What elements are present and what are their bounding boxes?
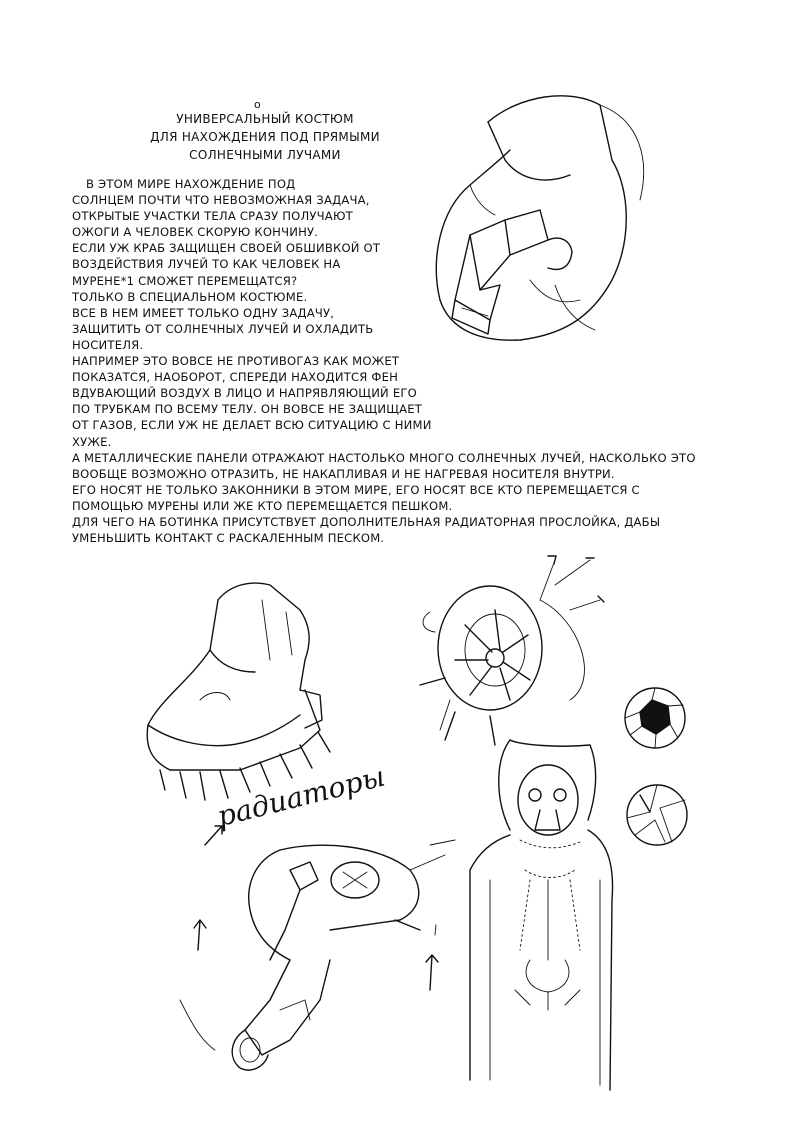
text-line: А МЕТАЛЛИЧЕСКИЕ ПАНЕЛИ ОТРАЖАЮТ НАСТОЛЬКО МНОГО СОЛНЕЧНЫХ ЛУЧЕЙ, НАСКОЛЬКО ЭТО: [72, 450, 696, 465]
aperture-open-icon: [627, 785, 687, 845]
text-line: ДЛЯ ЧЕГО НА БОТИНКА ПРИСУТСТВУЕТ ДОПОЛНИТЕЛЬНАЯ РАДИАТОРНАЯ ПРОСЛОЙКА, ДАБЫ: [72, 514, 661, 529]
title-accent-mark: o: [254, 98, 261, 111]
text-line: ПОКАЗАТСЯ, НАОБОРОТ, СПЕРЕДИ НАХОДИТСЯ ФЕН: [72, 370, 399, 385]
text-line: ОТКРЫТЫЕ УЧАСТКИ ТЕЛА СРАЗУ ПОЛУЧАЮТ: [72, 209, 353, 224]
text-line: МУРЕНЕ*1 СМОЖЕТ ПЕРЕМЕЩАТСЯ?: [72, 273, 298, 288]
radiators-label: радиаторы: [214, 759, 389, 833]
text-line: НОСИТЕЛЯ.: [72, 337, 144, 352]
text-line: ПОМОЩЬЮ МУРЕНЫ ИЛИ ЖЕ КТО ПЕРЕМЕЩАЕТСЯ ПЕШКОМ.: [72, 498, 453, 513]
aperture-closed-icon: [625, 688, 685, 748]
text-line: ХУЖЕ.: [72, 434, 112, 449]
text-line: ТОЛЬКО В СПЕЦИАЛЬНОМ КОСТЮМЕ.: [72, 289, 308, 304]
helmet-sketch-top: [436, 96, 643, 340]
title-line-3: СОЛНЕЧНЫМИ ЛУЧАМИ: [189, 148, 341, 162]
text-line: ВООБЩЕ ВОЗМОЖНО ОТРАЗИТЬ, НЕ НАКАПЛИВАЯ И НЕ НАГРЕВАЯ НОСИТЕЛЯ ВНУТРИ.: [72, 466, 615, 481]
text-line: ЗАЩИТИТЬ ОТ СОЛНЕЧНЫХ ЛУЧЕЙ И ОХЛАДИТЬ: [72, 321, 374, 336]
text-line: СОЛНЦЕМ ПОЧТИ ЧТО НЕВОЗМОЖНАЯ ЗАДАЧА,: [72, 193, 370, 208]
text-line: ОЖОГИ А ЧЕЛОВЕК СКОРУЮ КОНЧИНУ.: [72, 225, 319, 240]
text-line: В ЭТОМ МИРЕ НАХОЖДЕНИЕ ПОД: [86, 177, 296, 191]
suit-figure-sketch: [470, 740, 613, 1090]
text-line: ВДУВАЮЩИЙ ВОЗДУХ В ЛИЦО И НАПРЯВЛЯЮЩИЙ ЕГО: [72, 386, 417, 401]
fan-sketch: [420, 556, 604, 745]
text-line: ВСЕ В НЕМ ИМЕЕТ ТОЛЬКО ОДНУ ЗАДАЧУ,: [72, 305, 335, 320]
text-line: ПО ТРУБКАМ ПО ВСЕМУ ТЕЛУ. ОН ВОВСЕ НЕ ЗАЩИЩАЕТ: [72, 402, 423, 417]
text-line: ЕСЛИ УЖ КРАБ ЗАЩИЩЕН СВОЕЙ ОБШИВКОЙ ОТ: [72, 241, 381, 256]
text-line: НАПРИМЕР ЭТО ВОВСЕ НЕ ПРОТИВОГАЗ КАК МОЖЕТ: [72, 354, 400, 369]
text-line: ЕГО НОСЯТ НЕ ТОЛЬКО ЗАКОННИКИ В ЭТОМ МИРЕ, ЕГО НОСЯТ ВСЕ КТО ПЕРЕМЕЩАЕТСЯ С: [72, 482, 640, 497]
helmet-sketch-bottom: [180, 840, 455, 1070]
text-line: ОТ ГАЗОВ, ЕСЛИ УЖ НЕ ДЕЛАЕТ ВСЮ СИТУАЦИЮ С НИМИ: [72, 418, 432, 433]
title-line-1: УНИВЕРСАЛЬНЫЙ КОСТЮМ: [176, 112, 354, 126]
text-line: ВОЗДЕЙСТВИЯ ЛУЧЕЙ ТО КАК ЧЕЛОВЕК НА: [72, 257, 341, 272]
text-line: УМЕНЬШИТЬ КОНТАКТ С РАСКАЛЕННЫМ ПЕСКОМ.: [72, 531, 385, 546]
title-line-2: ДЛЯ НАХОЖДЕНИЯ ПОД ПРЯМЫМИ: [150, 130, 380, 144]
boot-sketch: [147, 583, 330, 800]
